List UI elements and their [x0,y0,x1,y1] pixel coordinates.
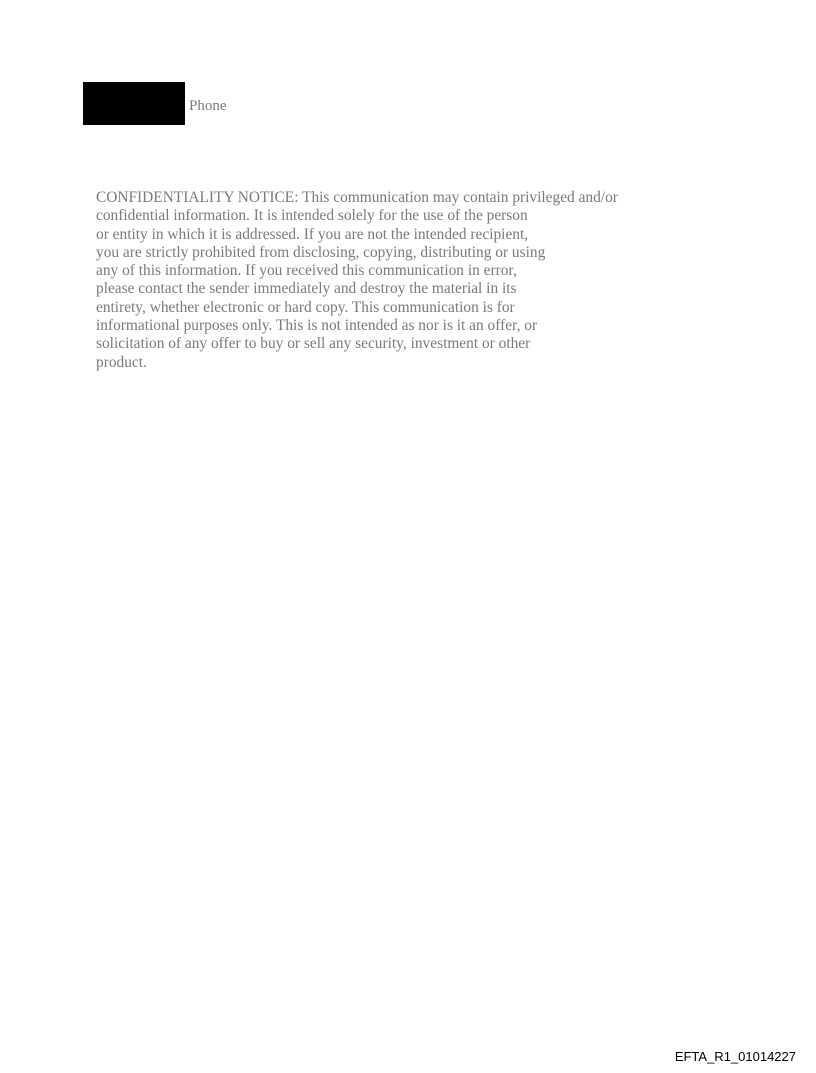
redaction-block [83,82,185,125]
notice-line: please contact the sender immediately and destroy the material in its [96,280,517,298]
notice-line: informational purposes only. This is not intended as nor is it an offer, or [96,317,538,335]
phone-label: Phone [189,98,227,114]
notice-line: confidential information. It is intended solely for the use of the person [96,207,528,225]
notice-line: product. [96,353,147,371]
notice-line: CONFIDENTIALITY NOTICE: This communication may contain privileged and/or [96,189,618,206]
notice-line: entirety, whether electronic or hard copy. This communication is for [96,298,515,316]
notice-line: or entity in which it is addressed. If you are not the intended recipient, [96,225,529,243]
notice-line: solicitation of any offer to buy or sell any security, investment or other [96,335,531,353]
notice-line: you are strictly prohibited from disclosing, copying, distributing or using [96,243,546,261]
notice-line: any of this information. If you received this communication in error, [96,262,517,280]
document-id: EFTA_R1_01014227 [674,1049,796,1064]
confidentiality-notice [96,189,696,372]
